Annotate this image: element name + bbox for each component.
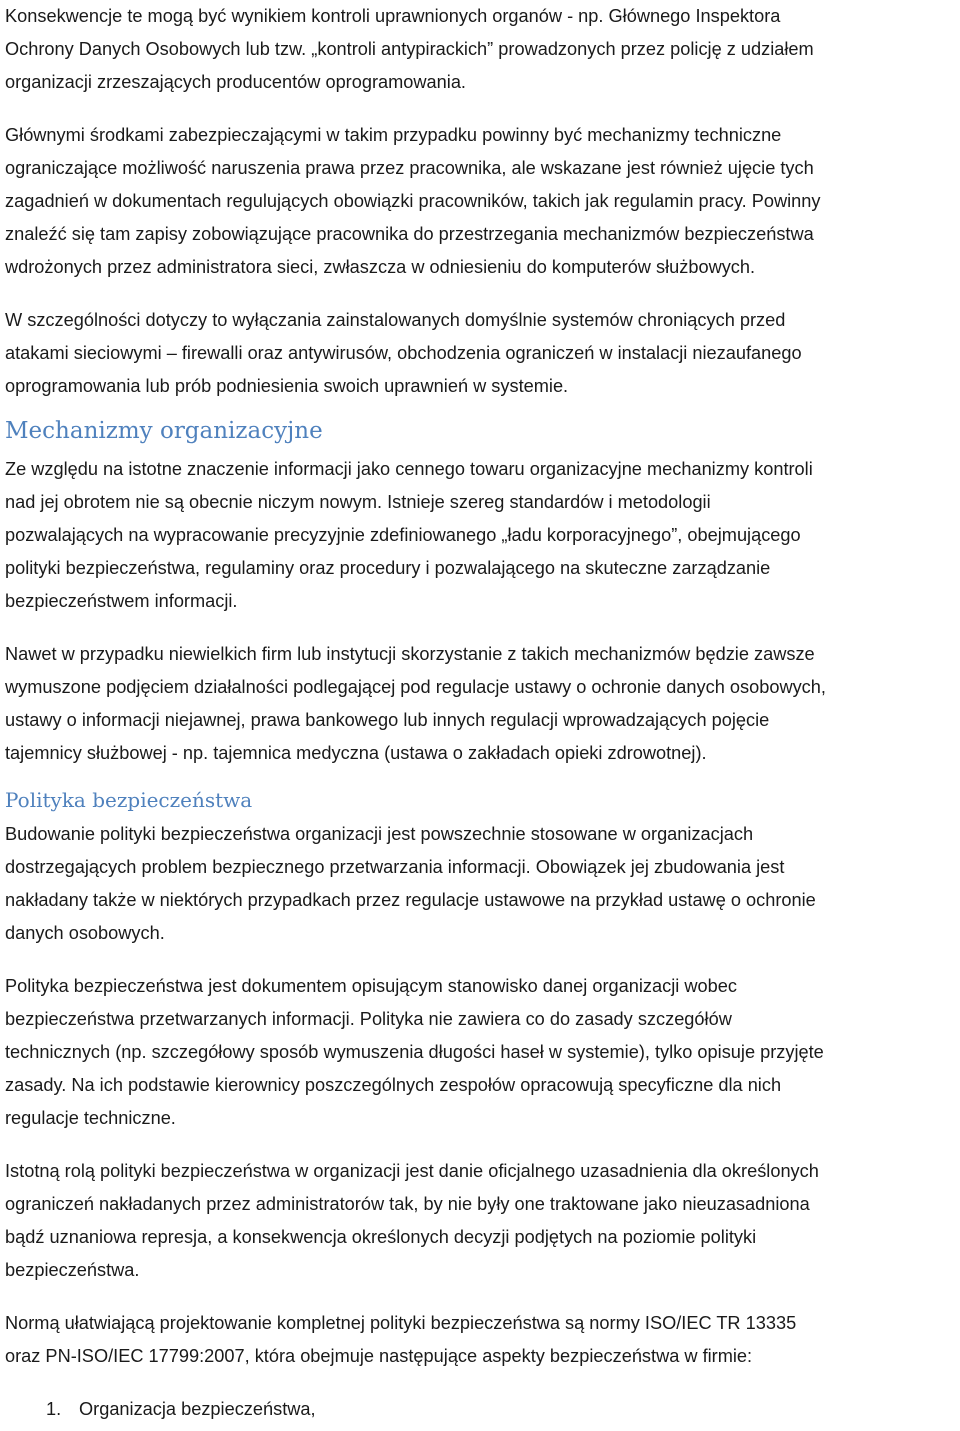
organizational-mechanisms-paragraph-2 [5,638,957,770]
text-line: organizacji zrzeszających producentów oprogramowania. [5,72,466,92]
list-item-text: Organizacja bezpieczeństwa, [79,1399,316,1419]
text-line: Nawet w przypadku niewielkich firm lub instytucji skorzystanie z takich mechanizmów będzie zawsze [5,644,815,664]
text-line: zagadnień w dokumentach regulujących obowiązki pracowników, takich jak regulamin pracy. Powinny [5,191,821,211]
security-aspects-list [5,1393,957,1426]
text-line: Normą ułatwiającą projektowanie kompletnej polityki bezpieczeństwa są normy ISO/IEC TR 13335 [5,1313,797,1333]
text-line: znaleźć się tam zapisy zobowiązujące pracownika do przestrzegania mechanizmów bezpieczeństwa [5,224,814,244]
text-line: zasady. Na ich podstawie kierownicy poszczególnych zespołów opracowują specyficzne dla nich [5,1075,782,1095]
text-line: tajemnicy służbowej - np. tajemnica medyczna (ustawa o zakładach opieki zdrowotnej). [5,743,707,763]
text-line: bądź uznaniowa represja, a konsekwencja określonych decyzji podjętych na poziomie polityki [5,1227,757,1247]
security-measures-paragraph [5,119,957,284]
text-line: Budowanie polityki bezpieczeństwa organizacji jest powszechnie stosowane w organizacjach [5,824,754,844]
text-line: ograniczeń nakładanych przez administratorów tak, by nie były one traktowane jako nieuzasadniona [5,1194,810,1214]
text-line: ustawy o informacji niejawnej, prawa bankowego lub innych regulacji wprowadzających pojęcie [5,710,770,730]
security-policy-paragraph-3 [5,1155,957,1287]
document-page [5,0,957,1426]
text-line: nakładany także w niektórych przypadkach przez regulacje ustawowe na przykład ustawę o ochronie [5,890,816,910]
list-item [5,1393,957,1426]
text-line: bezpieczeństwa. [5,1260,140,1280]
text-line: oraz PN-ISO/IEC 17799:2007, która obejmuje następujące aspekty bezpieczeństwa w firmie: [5,1346,753,1366]
text-line: dostrzegających problem bezpiecznego przetwarzania informacji. Obowiązek jej zbudowania jest [5,857,785,877]
text-line: Głównymi środkami zabezpieczającymi w takim przypadku powinny być mechanizmy techniczne [5,125,782,145]
text-line: Ze względu na istotne znaczenie informacji jako cennego towaru organizacyjne mechanizmy kontroli [5,459,813,479]
text-line: Istotną rolą polityki bezpieczeństwa w organizacji jest danie oficjalnego uzasadnienia dla określonych [5,1161,819,1181]
text-line: polityki bezpieczeństwa, regulaminy oraz procedury i pozwalającego na skuteczne zarządzanie [5,558,771,578]
heading-security-policy: Polityka bezpieczeństwa [5,788,253,812]
intro-paragraph [5,0,957,99]
text-line: bezpieczeństwem informacji. [5,591,238,611]
text-line: Konsekwencje te mogą być wynikiem kontroli uprawnionych organów - np. Głównego Inspektora [5,6,781,26]
text-line: danych osobowych. [5,923,165,943]
text-line: wymuszone podjęciem działalności podlegającej pod regulacje ustawy o ochronie danych osobowych, [5,677,826,697]
text-line: oprogramowania lub prób podniesienia swoich uprawnień w systemie. [5,376,569,396]
security-policy-paragraph-2 [5,970,957,1135]
text-line: Polityka bezpieczeństwa jest dokumentem opisującym stanowisko danej organizacji wobec [5,976,737,996]
security-policy-paragraph-4 [5,1307,957,1373]
text-line: regulacje techniczne. [5,1108,176,1128]
text-line: wdrożonych przez administratora sieci, zwłaszcza w odniesieniu do komputerów służbowych. [5,257,756,277]
text-line: W szczególności dotyczy to wyłączania zainstalowanych domyślnie systemów chroniących przed [5,310,786,330]
list-item-number: 1. [46,1399,62,1419]
text-line: ograniczające możliwość naruszenia prawa przez pracownika, ale wskazane jest również ujęcie tych [5,158,814,178]
text-line: atakami sieciowymi – firewalli oraz antywirusów, obchodzenia ograniczeń w instalacji niezaufanego [5,343,802,363]
particular-cases-paragraph [5,304,957,403]
organizational-mechanisms-paragraph-1 [5,453,957,618]
text-line: technicznych (np. szczegółowy sposób wymuszenia długości haseł w systemie), tylko opisuje przyjęte [5,1042,824,1062]
security-policy-paragraph-1 [5,818,957,950]
heading-organizational-mechanisms: Mechanizmy organizacyjne [5,418,323,444]
text-line: nad jej obrotem nie są obecnie niczym nowym. Istnieje szereg standardów i metodologii [5,492,711,512]
text-line: pozwalających na wypracowanie precyzyjnie zdefiniowanego „ładu korporacyjnego”, obejmującego [5,525,801,545]
text-line: Ochrony Danych Osobowych lub tzw. „kontroli antypirackich” prowadzonych przez policję z udziałem [5,39,814,59]
text-line: bezpieczeństwa przetwarzanych informacji. Polityka nie zawiera co do zasady szczegółów [5,1009,732,1029]
